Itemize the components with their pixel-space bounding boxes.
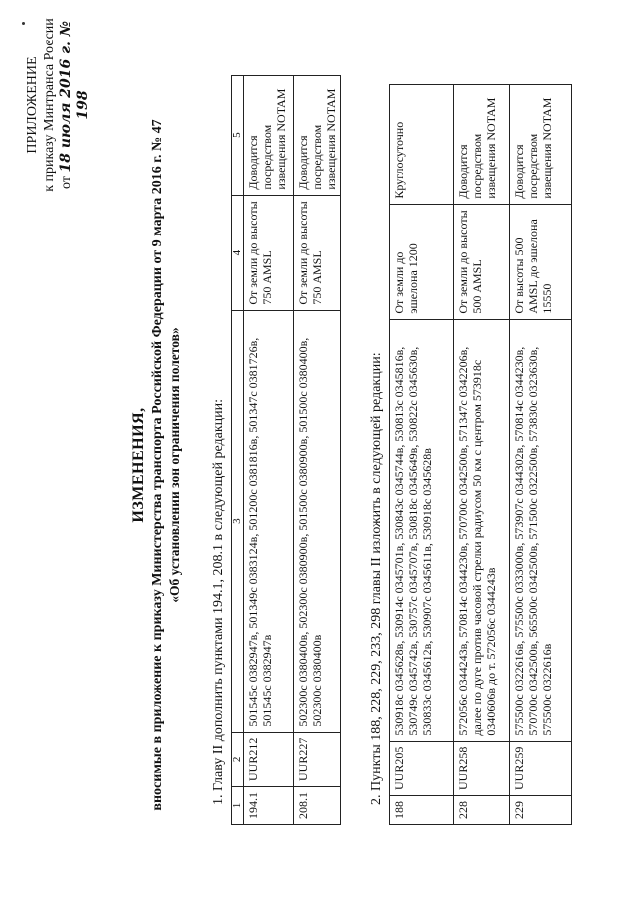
zone-code: UUR258	[454, 741, 510, 795]
zone-coordinates: 530918с 0345628в, 530914с 0345701в, 530843с 0345744в, 530813с 0345816в, 530749с 0345742в, 530757с 0345707в, 530818с 0345649в, 530822с 0345630в, 530833с 0345612в, 530907с 0345611в, 530918с 0345628в	[390, 319, 454, 741]
section1-table	[231, 75, 341, 825]
zone-time: Доводится посредством извещения NOTAM	[244, 75, 294, 195]
zone-time: Доводится посредством извещения NOTAM	[294, 75, 341, 195]
document-subtitle: вносимые в приложение к приказу Министерства транспорта Российской Федерации от 9 марта 2016 г. № 47	[150, 119, 165, 811]
zone-coordinates: 572056с 0344243в, 570814с 0344230в, 570700с 0342500в, 571347с 0342206в, далее по дуге против часовой стрелки радиусом 50 км с центром 573918с 0340606в до т. 572056с 0344243в	[454, 319, 510, 741]
handwritten-date-signature: 18 июля 2016 г. № 198	[58, 21, 91, 173]
zone-code: UUR205	[390, 741, 454, 795]
section2-intro: 2. Пункты 188, 228, 229, 233, 298 главы II изложить в следующей редакции:	[369, 352, 384, 805]
header-cell: 4	[232, 195, 244, 310]
zone-altitude: От земли до эшелона 1200	[390, 204, 454, 319]
appendix-line1: к приказу Минтранса России	[42, 18, 57, 192]
zone-time: Доводится посредством извещения NOTAM	[454, 84, 510, 204]
zone-altitude: От земли до высоты 750 AMSL	[244, 195, 294, 310]
zone-altitude: От высоты 500 AMSL до эшелона 15550	[510, 204, 572, 319]
zone-code: UUR259	[510, 741, 572, 795]
document-heading	[130, 85, 183, 845]
appendix-title: ПРИЛОЖЕНИЕ	[25, 56, 40, 154]
zone-code: UUR212	[244, 732, 294, 786]
zone-coordinates: 501545с 0382947в, 501349с 0383124в, 501200с 0381816в, 501347с 0381726в, 501545с 0382947в	[244, 310, 294, 732]
zone-coordinates: 502300с 0380400в, 502300с 0380900в, 501500с 0380900в, 501500с 0380400в, 502300с 0380400в	[294, 310, 341, 732]
zone-coordinates: 575500с 0322616в, 575500с 0333000в, 573907с 0344302в, 570814с 0344230в, 570700с 0342500в, 565500с 0342500в, 571500с 0322500в, 573830с 0323630в, 575500с 0322616в	[510, 319, 572, 741]
section2-table	[389, 84, 572, 825]
zone-time: Доводится посредством извещения NOTAM	[510, 84, 572, 204]
document-order-name: «Об установлении зон ограничения полетов»	[167, 327, 182, 603]
table-row	[510, 84, 572, 824]
row-number: 194.1	[244, 787, 294, 825]
header-cell: 3	[232, 310, 244, 732]
appendix-from-label: от	[59, 176, 74, 189]
row-number: 188	[390, 796, 454, 825]
table-row	[244, 75, 294, 824]
row-number: 229	[510, 796, 572, 825]
document-title: ИЗМЕНЕНИЯ,	[130, 407, 147, 523]
row-number: 208.1	[294, 787, 341, 825]
header-cell: 5	[232, 75, 244, 195]
zone-time: Круглосуточно	[390, 84, 454, 204]
appendix-block	[24, 10, 92, 200]
table-row	[454, 84, 510, 824]
zone-altitude: От земли до высоты 500 AMSL	[454, 204, 510, 319]
table-row	[294, 75, 341, 824]
row-number: 228	[454, 796, 510, 825]
zone-altitude: От земли до высоты 750 AMSL	[294, 195, 341, 310]
appendix-line2	[58, 10, 92, 200]
zone-code: UUR227	[294, 732, 341, 786]
header-cell: 2	[232, 732, 244, 786]
table-row	[390, 84, 454, 824]
section1-header-row	[232, 75, 244, 824]
header-cell: 1	[232, 787, 244, 825]
section1-intro: 1. Главу II дополнить пунктами 194.1, 208.1 в следующей редакции:	[211, 399, 226, 805]
